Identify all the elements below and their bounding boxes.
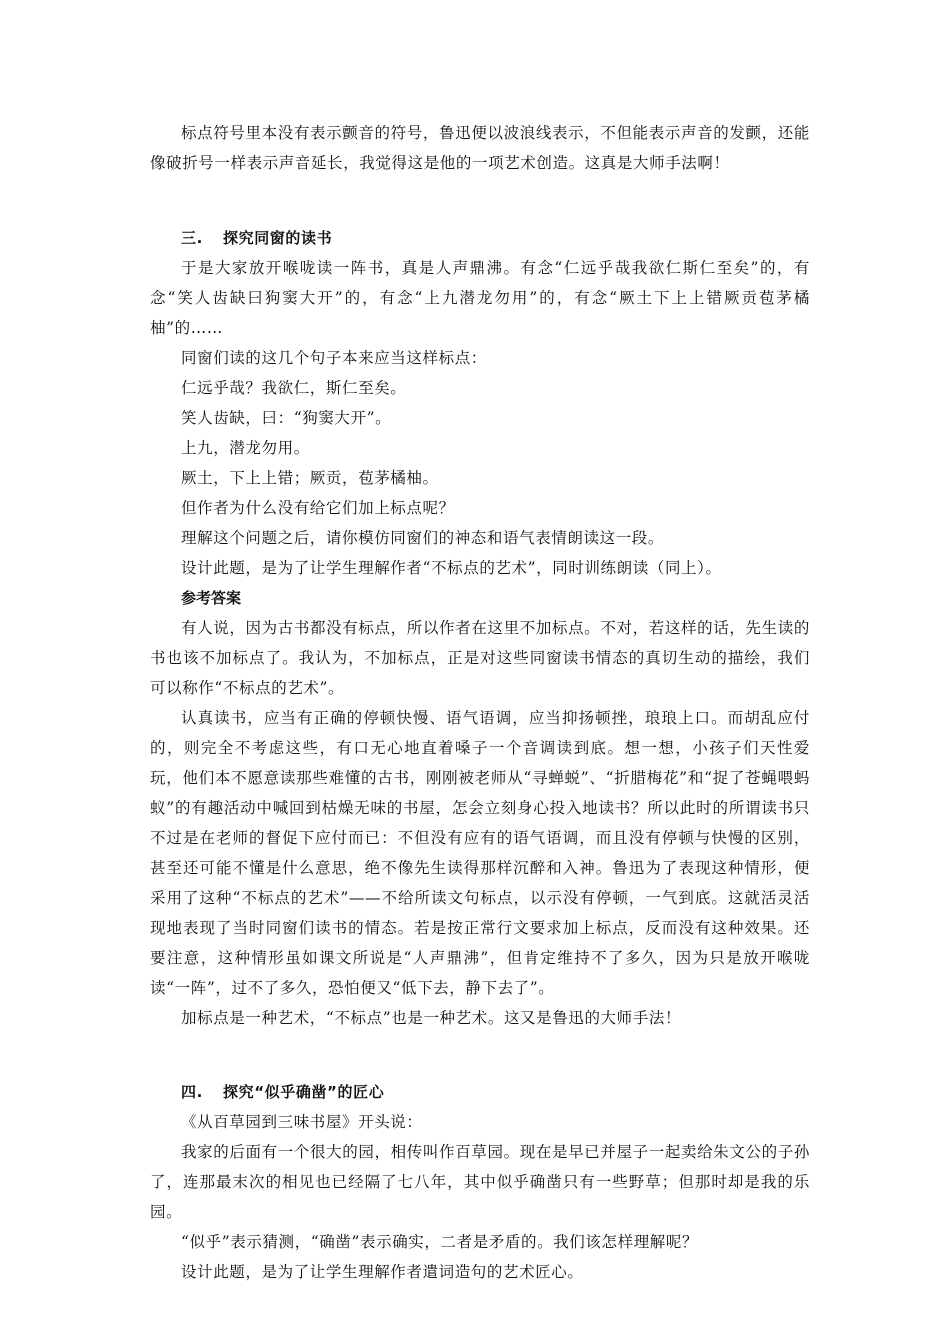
section3-intro: 于是大家放开喉咙读一阵书，真是人声鼎沸。有念“仁远乎哉我欲仁斯仁至矣”的，有念“笑人齿缺曰狗窦大开”的，有念“上九潜龙勿用”的，有念“厥土下上上错厥贡苞茅橘柚”的…… <box>150 259 810 337</box>
punctuated-sentence: 厥土，下上上错；厥贡，苞茅橘柚。 <box>181 469 439 487</box>
section4-purpose: 设计此题，是为了让学生理解作者遣词造句的艺术匠心。 <box>181 1263 584 1281</box>
document-body <box>150 118 810 1287</box>
answer-paragraph: 有人说，因为古书都没有标点，所以作者在这里不加标点。不对，若这样的话，先生读的书也该不加标点了。我认为，不加标点，正是对这些同窗读书情态的真切生动的描绘，我们可以称作“不标点的艺术”。 <box>150 619 810 697</box>
section4-number: 四. <box>181 1083 203 1101</box>
section-spacer <box>150 1033 810 1077</box>
punctuated-sentence: 上九，潜龙勿用。 <box>181 439 310 457</box>
answer-paragraph: 认真读书，应当有正确的停顿快慢、语气语调，应当抑扬顿挫，琅琅上口。而胡乱应付的，则完全不考虑这些，有口无心地直着嗓子一个音调读到底。想一想，小孩子们天性爱玩，他们本不愿意读那些难懂的古书，刚刚被老师从“寻蝉蜕”、“折腊梅花”和“捉了苍蝇喂蚂蚁”的有趣活动中喊回到枯燥无味的书屋，怎会立刻身心投入地读书？所以此时的所谓读书只不过是在老师的督促下应付而已：不但没有应有的语气语调，而且没有停顿与快慢的区别，甚至还可能不懂是什么意思，绝不像先生读得那样沉醉和入神。鲁迅为了表现这种情形，便采用了这种“不标点的艺术”——不给所读文句标点，以示没有停顿，一气到底。这就活灵活现地表现了当时同窗们读书的情态。若是按正常行文要求加上标点，反而没有这种效果。还要注意，这种情形虽如课文所说是“人声鼎沸”，但肯定维持不了多久，因为只是放开喉咙读“一阵”，过不了多久，恐怕便又“低下去，静下去了”。 <box>150 709 810 997</box>
section3-prompt: 同窗们读的这几个句子本来应当这样标点： <box>181 349 487 367</box>
section3-number: 三. <box>181 229 203 247</box>
section3-purpose: 设计此题，是为了让学生理解作者“不标点的艺术”，同时训练朗读（同上）。 <box>181 559 722 577</box>
section3-heading <box>150 223 810 253</box>
section4-intro: 《从百草园到三味书屋》开头说： <box>181 1113 423 1131</box>
section3-question: 但作者为什么没有给它们加上标点呢？ <box>181 499 455 517</box>
section3-task: 理解这个问题之后，请你模仿同窗们的神态和语气表情朗读这一段。 <box>181 529 665 547</box>
section4-quote: 我家的后面有一个很大的园，相传叫作百草园。现在是早已并屋子一起卖给朱文公的子孙了，连那最末次的相见也已经隔了七八年，其中似乎确凿只有一些野草；但那时却是我的乐园。 <box>150 1143 810 1221</box>
section4-question: “似乎”表示猜测，“确凿”表示确实，二者是矛盾的。我们该怎样理解呢？ <box>181 1233 699 1251</box>
section3-title: 探究同窗的读书 <box>223 229 333 247</box>
section4-heading <box>150 1077 810 1107</box>
section-spacer <box>150 178 810 223</box>
reference-answer-label: 参考答案 <box>181 589 242 607</box>
answer-paragraph: 加标点是一种艺术，“不标点”也是一种艺术。这又是鲁迅的大师手法！ <box>181 1009 682 1027</box>
punctuated-sentence: 仁远乎哉？我欲仁，斯仁至矣。 <box>181 379 407 397</box>
section2-closing-paragraph: 标点符号里本没有表示颤音的符号，鲁迅便以波浪线表示，不但能表示声音的发颤，还能像破折号一样表示声音延长，我觉得这是他的一项艺术创造。这真是大师手法啊！ <box>150 124 810 172</box>
punctuated-sentence: 笑人齿缺，曰：“狗窦大开”。 <box>181 409 392 427</box>
section4-title: 探究“似乎确凿”的匠心 <box>223 1083 385 1101</box>
